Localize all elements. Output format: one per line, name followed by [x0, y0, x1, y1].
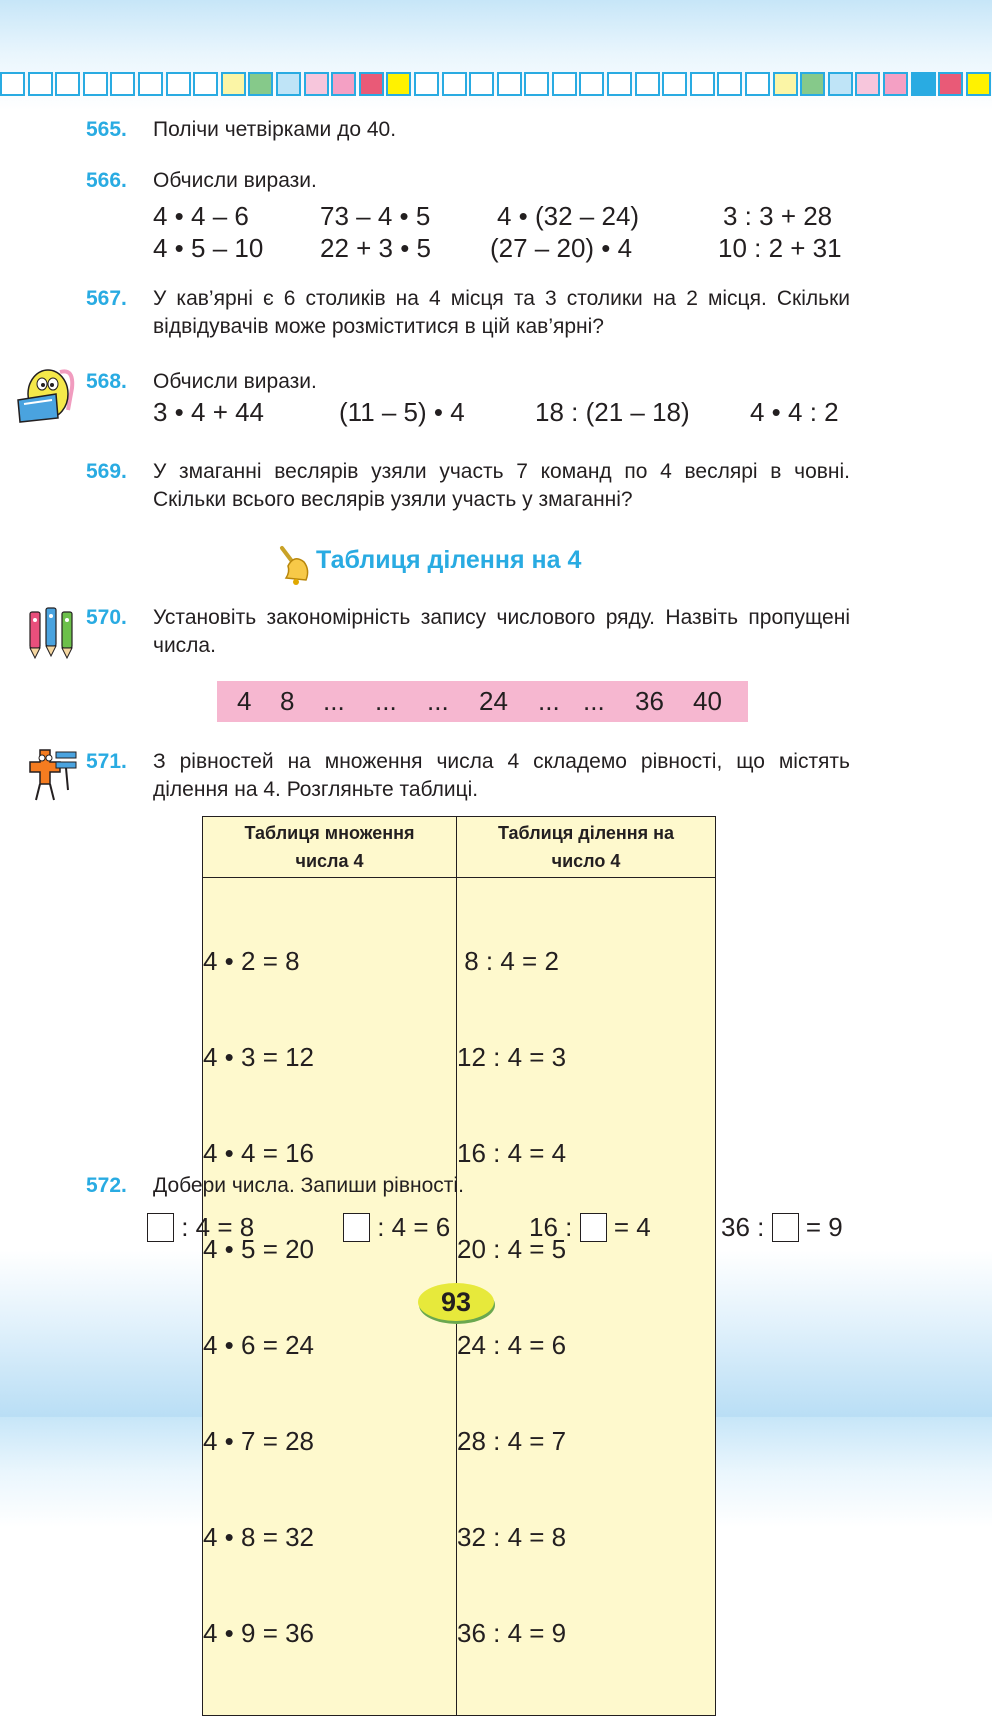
- header-strip: [0, 72, 992, 100]
- strip-cell: [138, 72, 163, 96]
- strip-cell: [0, 72, 25, 96]
- sequence-item: ...: [583, 686, 605, 716]
- strip-cell: [359, 72, 384, 96]
- header-line: Таблиця ділення на: [497, 823, 675, 843]
- expression: 73 – 4 • 5: [320, 201, 431, 231]
- table-row: 4 • 6 = 24: [203, 1330, 315, 1360]
- table-row: 4 • 4 = 16: [203, 1138, 315, 1168]
- expression: (27 – 20) • 4: [490, 233, 633, 263]
- strip-cell: [331, 72, 356, 96]
- strip-cell: [83, 72, 108, 96]
- division-column: [457, 878, 716, 1716]
- strip-cell: [635, 72, 660, 96]
- equation-text: : 4 = 8: [174, 1212, 255, 1242]
- table-row: 8 : 4 = 2: [457, 946, 559, 976]
- header-line: Таблиця множення: [244, 823, 415, 843]
- task-572-number: 572.: [86, 1174, 127, 1197]
- strip-cell: [55, 72, 80, 96]
- expression: 10 : 2 + 31: [718, 233, 842, 263]
- task-565-number: 565.: [86, 118, 127, 141]
- sequence-item: 36: [635, 686, 664, 716]
- task-572-text: Добери числа. Запиши рівності.: [153, 1174, 464, 1197]
- table-row: 4 • 7 = 28: [203, 1426, 315, 1456]
- bell-icon: [276, 544, 312, 586]
- header-line: числа 4: [295, 851, 364, 871]
- sequence-item: ...: [323, 686, 345, 716]
- task-568-text: Обчисли вирази.: [153, 370, 317, 393]
- task-565-text: Полічи четвірками до 40.: [153, 118, 397, 141]
- backpack-icon: [14, 364, 78, 426]
- answer-box[interactable]: [147, 1213, 174, 1242]
- strip-cell: [221, 72, 246, 96]
- equation-3: [529, 1212, 651, 1243]
- table-header-multiplication: [203, 817, 457, 878]
- answer-box[interactable]: [580, 1213, 607, 1242]
- strip-cell: [828, 72, 853, 96]
- strip-cell: [579, 72, 604, 96]
- strip-cell: [607, 72, 632, 96]
- equation-text: : 4 = 6: [370, 1212, 451, 1242]
- table-header-division: [457, 817, 716, 878]
- table-row: 4 • 9 = 36: [203, 1618, 315, 1648]
- table-row: 4 • 3 = 12: [203, 1042, 315, 1072]
- strip-cell: [552, 72, 577, 96]
- answer-box[interactable]: [343, 1213, 370, 1242]
- sequence-item: ...: [427, 686, 449, 716]
- strip-cell: [745, 72, 770, 96]
- expression: 22 + 3 • 5: [320, 233, 432, 263]
- strip-cell: [469, 72, 494, 96]
- expression: 4 • 4 : 2: [750, 397, 839, 427]
- task-569-text: У змаганні веслярів узяли участь 7 команд по 4 веслярі в човні. Скільки всього веслярів узяли участь у змаганні?: [153, 460, 850, 511]
- sequence-item: ...: [375, 686, 397, 716]
- strip-cell: [497, 72, 522, 96]
- section-title: Таблиця ділення на 4: [316, 546, 582, 574]
- task-570-number: 570.: [86, 606, 127, 629]
- strip-cell: [248, 72, 273, 96]
- table-row: 16 : 4 = 4: [457, 1138, 567, 1168]
- page-number-text: 93: [440, 1287, 472, 1317]
- expression: 4 • 4 – 6: [153, 201, 249, 231]
- header-line: число 4: [551, 851, 621, 871]
- task-566-text: Обчисли вирази.: [153, 169, 317, 192]
- task-567-text: У кав’ярні є 6 столиків на 4 місця та 3 столики на 2 місця. Скільки відвідувачів може розміститися в цій кав’ярні?: [153, 287, 850, 338]
- table-row: 32 : 4 = 8: [457, 1522, 567, 1552]
- strip-cell: [193, 72, 218, 96]
- equation-4: [721, 1212, 843, 1243]
- equation-text: = 9: [798, 1212, 843, 1242]
- strip-cell: [690, 72, 715, 96]
- table-row: 36 : 4 = 9: [457, 1618, 567, 1648]
- strip-cell: [166, 72, 191, 96]
- expression: 3 : 3 + 28: [723, 201, 833, 231]
- strip-cell: [773, 72, 798, 96]
- strip-cell: [28, 72, 53, 96]
- table-row: 28 : 4 = 7: [457, 1426, 567, 1456]
- strip-cell: [386, 72, 411, 96]
- table-row: 12 : 4 = 3: [457, 1042, 567, 1072]
- strip-cell: [110, 72, 135, 96]
- sequence-item: ...: [538, 686, 560, 716]
- table-row: 4 • 8 = 32: [203, 1522, 315, 1552]
- sequence-item: 40: [693, 686, 722, 716]
- table-row: 4 • 5 = 20: [203, 1234, 315, 1264]
- strip-cell: [662, 72, 687, 96]
- strip-cell: [414, 72, 439, 96]
- task-566-number: 566.: [86, 169, 127, 192]
- sequence-item: 8: [280, 686, 295, 716]
- strip-cell: [966, 72, 991, 96]
- table-row: 24 : 4 = 6: [457, 1330, 567, 1360]
- strip-cell: [717, 72, 742, 96]
- pencils-icon: [22, 604, 82, 660]
- equation-1: [147, 1212, 254, 1243]
- table-row: 4 • 2 = 8: [203, 946, 300, 976]
- equation-text: 36 :: [721, 1212, 772, 1242]
- page-number: [418, 1283, 494, 1323]
- task-571-text: З рівностей на множення числа 4 складемо рівності, що містять ділення на 4. Розгляньте таблиці.: [153, 750, 850, 801]
- expression: 18 : (21 – 18): [535, 397, 690, 427]
- sequence-item: 4: [237, 686, 252, 716]
- strip-cell: [524, 72, 549, 96]
- equation-text: 16 :: [529, 1212, 580, 1242]
- math-signs-icon: [16, 744, 82, 808]
- expression: 3 • 4 + 44: [153, 397, 265, 427]
- number-sequence: [217, 681, 748, 722]
- strip-cell: [304, 72, 329, 96]
- equation-text: = 4: [606, 1212, 651, 1242]
- answer-box[interactable]: [772, 1213, 799, 1242]
- task-570-text: Установіть закономірність запису числового ряду. Назвіть пропущені числа.: [153, 606, 850, 657]
- strip-cell: [800, 72, 825, 96]
- sequence-item: 24: [479, 686, 508, 716]
- strip-cell: [442, 72, 467, 96]
- strip-cell: [883, 72, 908, 96]
- strip-cell: [855, 72, 880, 96]
- strip-cell: [276, 72, 301, 96]
- expression: 4 • 5 – 10: [153, 233, 264, 263]
- expression: 4 • (32 – 24): [497, 201, 640, 231]
- task-568-number: 568.: [86, 370, 127, 393]
- equation-2: [343, 1212, 450, 1243]
- strip-cell: [911, 72, 936, 96]
- strip-cell: [938, 72, 963, 96]
- task-567-number: 567.: [86, 287, 127, 310]
- expression: (11 – 5) • 4: [339, 397, 465, 427]
- table-row: 20 : 4 = 5: [457, 1234, 567, 1264]
- task-569-number: 569.: [86, 460, 127, 483]
- task-571-number: 571.: [86, 750, 127, 773]
- multiplication-division-table: [202, 816, 716, 1716]
